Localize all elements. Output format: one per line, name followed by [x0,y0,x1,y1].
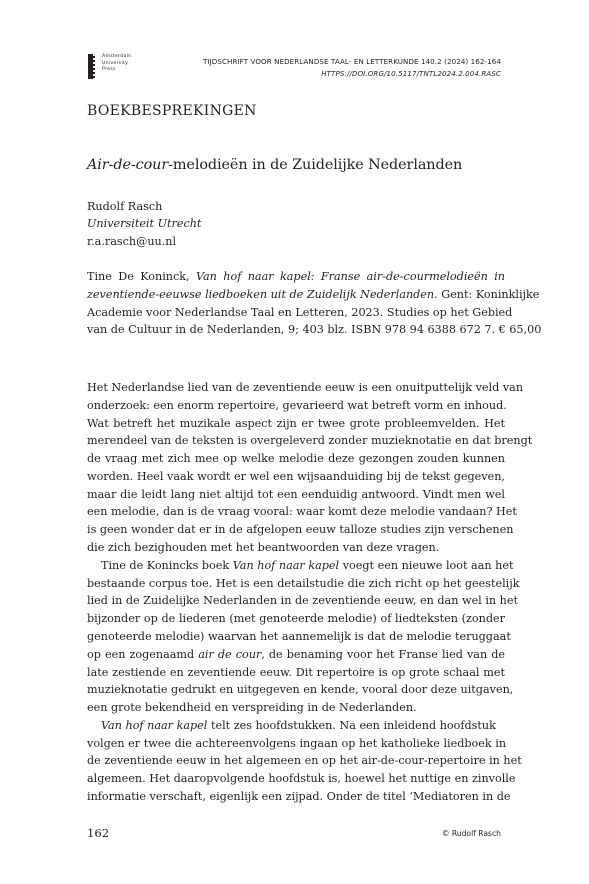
body-line: op een zogenaamd air de cour, de benaming voor het Franse lied van de [87,647,505,661]
title-rest: -melodieën in de Zuidelijke Nederlanden [168,157,463,173]
body-line: een grote bekendheid en verspreiding in de Nederlanden. [87,701,417,715]
body-line: volgen er twee die achtereenvolgens ingaan op het katholieke liedboek in [87,736,507,750]
author-block [87,198,201,250]
logo-line: University [102,60,129,66]
publisher-logo [88,54,148,80]
review-body [87,379,533,806]
body-line: worden. Heel vaak wordt er wel een wijsaanduiding bij de tekst gegeven, [87,469,505,483]
body-line: die zich bezighouden met het beantwoorden van deze vragen. [87,541,440,555]
body-line: muzieknotatie gedrukt en uitgegeven en kende, vooral door deze uitgaven, [87,683,514,697]
body-line: Tine de Konincks boek Van hof naar kapel voegt een nieuwe loot aan het [101,558,514,572]
article-title [87,157,462,173]
publisher-logo-text [102,54,131,74]
page-number: 162 [87,826,110,840]
body-line: onderzoek: een enorm repertoire, gevarieerd wat betreft vorm en inhoud. [87,398,507,412]
journal-citation: TIJDSCHRIFT VOOR NEDERLANDSE TAAL- EN LETTERKUNDE 140.2 (2024) 162-164 [202,57,501,66]
copyright-notice: © Rudolf Rasch [441,829,501,838]
body-line: algemeen. Het daaropvolgende hoofdstuk is, hoewel het nuttige en zinvolle [87,772,516,786]
title-italic-part: Air-de-cour [87,157,169,173]
book-citation [87,268,542,339]
body-line: bijzonder op de liederen (met genoteerde melodie) of liedteksten (zonder [87,612,505,626]
body-line: de vraag met zich mee op welke melodie deze gezongen zouden kunnen [87,452,505,466]
body-line: lied in de Zuidelijke Nederlanden in de zeventiende eeuw, en dan wel in het [87,594,518,608]
citation-line: Tine De Koninck, Van hof naar kapel: Franse air-de-courmelodieën in [87,270,505,283]
section-heading: BOEKBESPREKINGEN [87,103,257,119]
body-line: merendeel van de teksten is overgeleverd zonder muzieknotatie en dat brengt [87,434,533,448]
body-line: Wat betreft het muzikale aspect zijn er twee grote probleemvelden. Het [87,416,505,430]
author-email[interactable]: r.a.rasch@uu.nl [87,234,177,248]
body-line: late zestiende en zeventiende eeuw. Dit repertoire is op grote schaal met [87,665,505,679]
body-line: Van hof naar kapel telt zes hoofdstukken. Na een inleidend hoofdstuk [101,718,496,732]
author-name: Rudolf Rasch [87,200,163,213]
body-line: genoteerde melodie) waarvan het aannemelijk is dat de melodie teruggaat [87,629,511,643]
body-line: maar die leidt lang niet altijd tot een eenduidig antwoord. Vindt men wel [87,487,505,501]
body-line: Het Nederlandse lied van de zeventiende eeuw is een onuitputtelijk veld van [87,381,524,394]
logo-line: Press [102,67,116,72]
citation-line: van de Cultuur in de Nederlanden, 9; 403 blz. ISBN 978 94 6388 672 7. € 65,00 [87,323,542,337]
body-line: een melodie, dan is de vraag vooral: waar komt deze melodie vandaan? Het [87,505,517,519]
aup-logo-icon [88,54,97,79]
body-line: informatie verschaft, eigenlijk een zijpad. Onder de titel ‘Mediatoren in de [87,789,511,803]
body-line: de zeventiende eeuw in het algemeen en op het air-de-cour-repertoire in het [87,754,522,768]
body-line: is geen wonder dat er in de afgelopen eeuw talloze studies zijn verschenen [87,523,514,537]
journal-header [203,56,501,80]
citation-line: zeventiende-eeuwse liedboeken uit de Zuidelijk Nederlanden. Gent: Koninklijke [87,287,540,301]
doi-link[interactable]: HTTPS://DOI.ORG/10.5117/TNTL2024.2.004.RASC [321,69,501,78]
citation-line: Academie voor Nederlandse Taal en Letteren, 2023. Studies op het Gebied [87,305,513,319]
logo-line: Amsterdam [102,54,132,59]
author-affiliation: Universiteit Utrecht [87,217,202,231]
body-line: bestaande corpus toe. Het is een detailstudie die zich richt op het geestelijk [87,576,520,590]
